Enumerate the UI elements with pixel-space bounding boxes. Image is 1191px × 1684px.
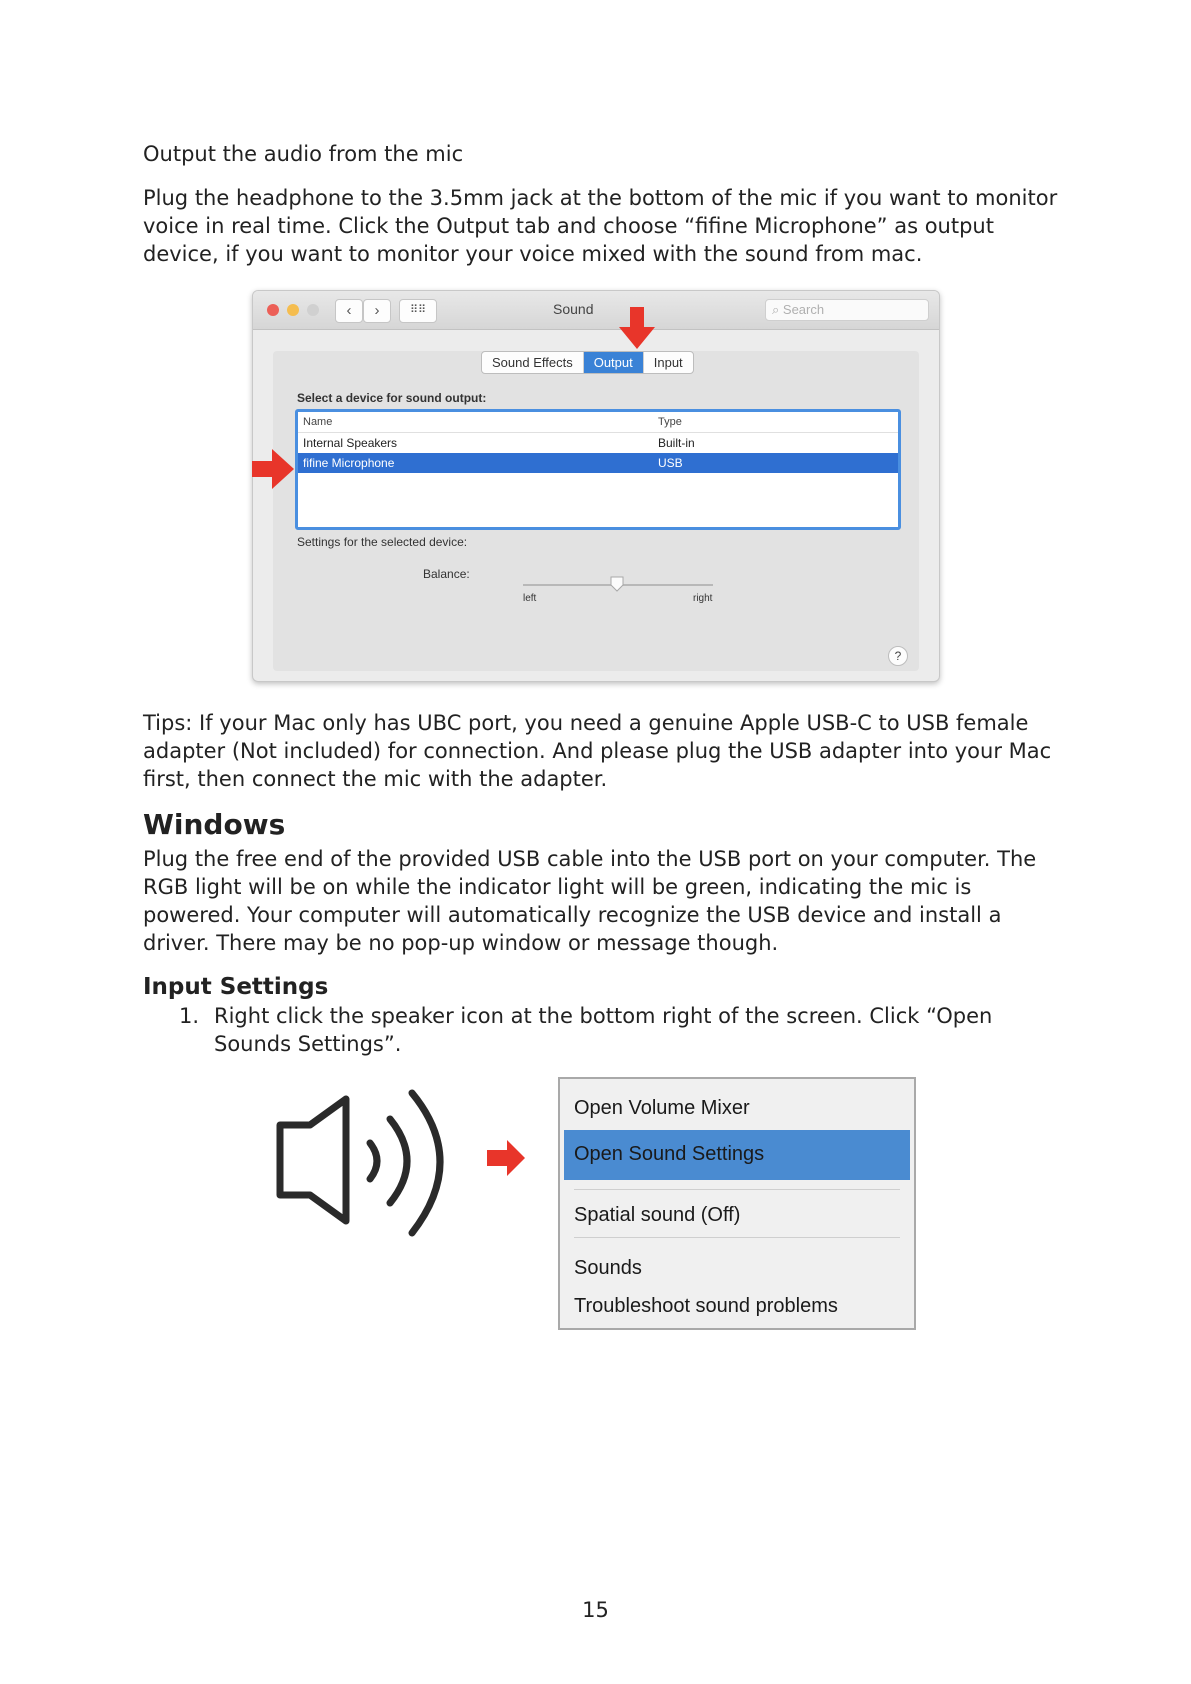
balance-right-label: right — [693, 593, 713, 604]
menu-item-label: Sounds — [574, 1257, 642, 1279]
speaker-icon — [272, 1085, 462, 1245]
menu-item-spatial-sound[interactable] — [560, 1204, 914, 1234]
page-number: 15 — [582, 1598, 609, 1622]
tab-output[interactable]: Output — [584, 352, 644, 373]
device-type: Built-in — [658, 436, 695, 450]
sound-context-menu — [558, 1077, 916, 1330]
section-title: Output the audio from the mic — [143, 142, 464, 166]
table-row-selected[interactable] — [298, 453, 898, 473]
menu-item-troubleshoot[interactable] — [560, 1295, 914, 1325]
search-placeholder: Search — [782, 302, 825, 317]
balance-left-label: left — [523, 593, 537, 604]
windows-body: Plug the free end of the provided USB cable into the USB port on your computer. The RGB light will be on while the indicator light will be green, indicating the mic is powered. Your computer will automatically recognize the USB device and install a driver. There may be no pop-up window or message though. — [143, 847, 1037, 955]
tab-sound-effects[interactable]: Sound Effects — [482, 352, 584, 373]
column-name: Name — [303, 416, 333, 428]
red-arrow-right-icon — [252, 449, 294, 489]
windows-heading: Windows — [143, 808, 286, 841]
close-light-icon[interactable] — [267, 304, 279, 316]
table-row[interactable] — [298, 433, 898, 453]
step-number: 1. — [179, 1004, 200, 1028]
device-name: Internal Speakers — [303, 436, 398, 450]
menu-separator — [574, 1237, 900, 1238]
menu-item-label: Troubleshoot sound problems — [574, 1295, 838, 1317]
search-icon: ⌕ — [772, 302, 780, 317]
device-type: USB — [658, 456, 683, 470]
column-type: Type — [658, 416, 682, 428]
red-arrow-down-icon — [617, 307, 657, 351]
balance-label: Balance: — [423, 567, 470, 581]
red-arrow-right-icon — [487, 1140, 527, 1176]
mac-titlebar — [253, 291, 939, 330]
menu-item-label: Open Sound Settings — [574, 1143, 765, 1165]
device-name: fifine Microphone — [303, 456, 395, 470]
minimize-light-icon[interactable] — [287, 304, 299, 316]
window-title: Sound — [553, 301, 594, 317]
back-icon[interactable]: ‹ — [335, 299, 363, 323]
help-button[interactable]: ? — [888, 646, 908, 666]
tips-text: Tips: If your Mac only has UBC port, you need a genuine Apple USB-C to USB female adapter (Not included) for connection. And please plug the USB adapter into your Mac first, then connect the mic with the adapter. — [143, 711, 1052, 791]
slider-knob-icon[interactable] — [609, 576, 625, 592]
menu-item-volume-mixer[interactable] — [560, 1097, 914, 1127]
zoom-light-icon[interactable] — [307, 304, 319, 316]
menu-separator — [574, 1189, 900, 1190]
tab-input[interactable]: Input — [653, 355, 683, 370]
step-text: Right click the speaker icon at the bottom right of the screen. Click “Open Sounds Settings”. — [214, 1004, 993, 1056]
tab-bar — [481, 351, 694, 374]
device-table — [295, 409, 901, 530]
select-device-label: Select a device for sound output: — [297, 391, 487, 405]
menu-item-sounds[interactable] — [560, 1257, 914, 1287]
search-field[interactable] — [765, 299, 929, 321]
menu-item-label: Spatial sound (Off) — [574, 1204, 741, 1226]
table-header — [298, 412, 898, 433]
input-settings-heading: Input Settings — [143, 974, 329, 1000]
mac-sound-window — [252, 290, 940, 682]
settings-label: Settings for the selected device: — [297, 535, 468, 549]
forward-icon[interactable]: › — [363, 299, 391, 323]
section-body: Plug the headphone to the 3.5mm jack at the bottom of the mic if you want to monitor voice in real time. Click the Output tab and choose “fifine Microphone” as output device, if you want to monitor your voice mixed with the sound from mac. — [143, 186, 1058, 266]
menu-item-open-sound-settings[interactable] — [564, 1130, 910, 1180]
grid-icon[interactable]: ⠿⠿ — [399, 299, 437, 323]
menu-item-label: Open Volume Mixer — [574, 1097, 750, 1119]
